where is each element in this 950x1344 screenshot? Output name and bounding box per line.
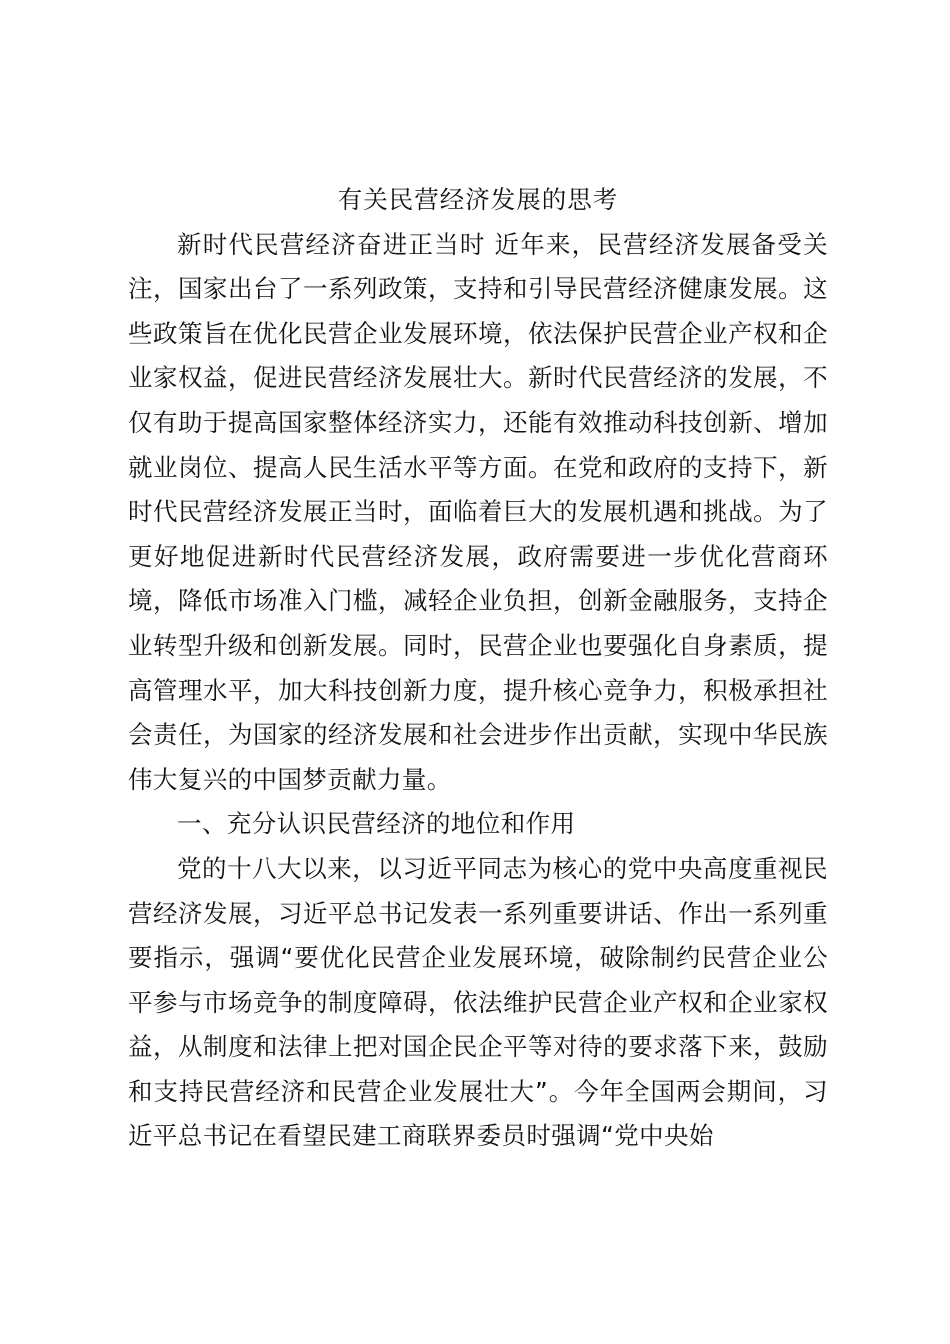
- section-paragraph: 党的十八大以来，以习近平同志为核心的党中央高度重视民营经济发展，习近平总书记发表一系列重要讲话、作出一系列重要指示，强调“要优化民营企业发展环境，破除制约民营企业公平参与市场竞争的制度障碍，依法维护民营企业产权和企业家权益，从制度和法律上把对国企民企平等对待的要求落下来，鼓励和支持民营经济和民营企业发展壮大”。今年全国两会期间，习近平总书记在看望民建工商联界委员时强调“党中央始: [128, 853, 828, 1151]
- section-heading: 一、充分认识民营经济的地位和作用: [177, 809, 576, 839]
- document-title: 有关民营经济发展的思考: [337, 185, 619, 214]
- intro-paragraph: 新时代民营经济奋进正当时 近年来，民营经济发展备受关注，国家出台了一系列政策，支持和引导民营经济健康发展。这些政策旨在优化民营企业发展环境，依法保护民营企业产权和企业家权益，促进民营经济发展壮大。新时代民营经济的发展，不仅有助于提高国家整体经济实力，还能有效推动科技创新、增加就业岗位、提高人民生活水平等方面。在党和政府的支持下，新时代民营经济发展正当时，面临着巨大的发展机遇和挑战。为了更好地促进新时代民营经济发展，政府需要进一步优化营商环境，降低市场准入门槛，减轻企业负担，创新金融服务，支持企业转型升级和创新发展。同时，民营企业也要强化自身素质，提高管理水平，加大科技创新力度，提升核心竞争力，积极承担社会责任，为国家的经济发展和社会进步作出贡献，实现中华民族伟大复兴的中国梦贡献力量。: [128, 229, 828, 794]
- document-body: [128, 178, 828, 1159]
